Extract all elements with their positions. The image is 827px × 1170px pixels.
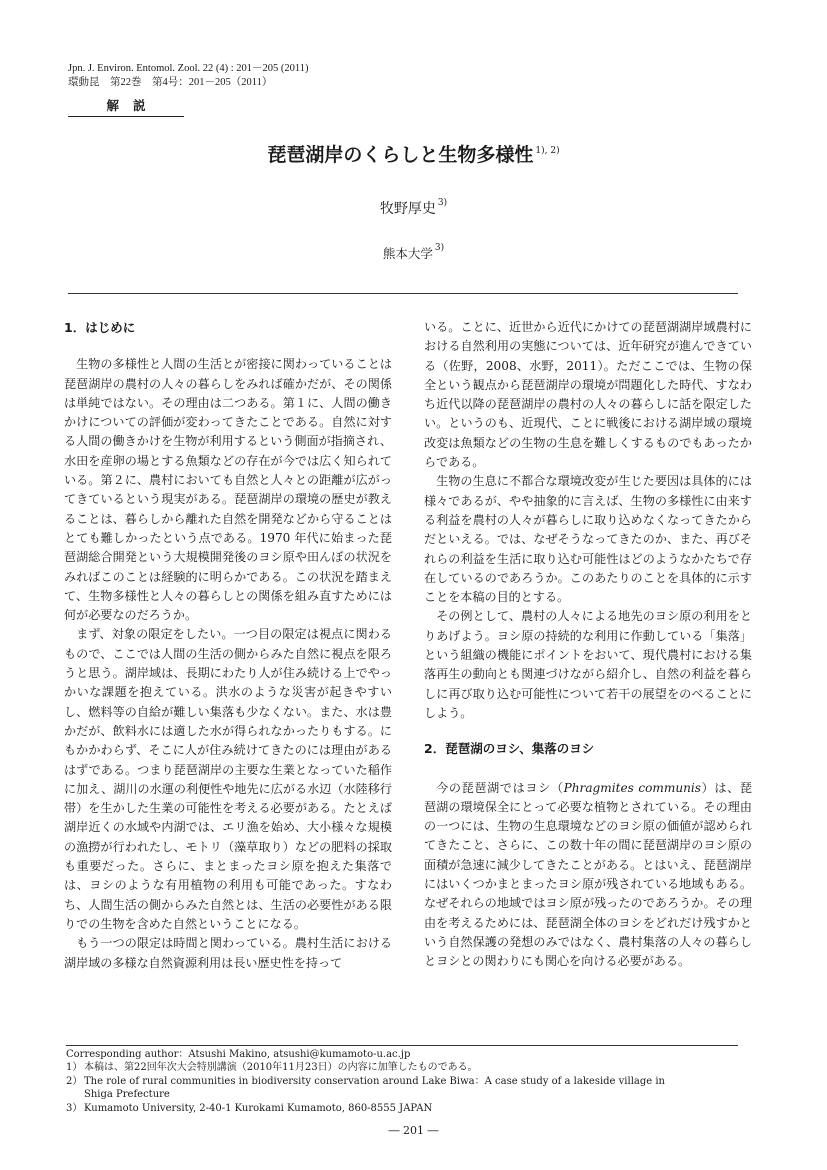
footnote-2: 2） The role of rural communities in biodiversity conservation around Lake Biwa：A case study of a lakeside village in — [66, 1075, 665, 1087]
paragraph: 今の琵琶湖ではヨシ（Phragmites communis）は、琵琶湖の環境保全にとって必要な植物とされている。その理由の一つには、生物の生息環境などのヨシ原の価値が認められてきたこと、さらに、この数十年の間に琵琶湖岸のヨシ原の面積が急速に減少してきたことがある。とはいえ、琵琶湖岸にはいくつかまとまったヨシ原が残されている地域もある。なぜそれらの地域ではヨシ原が残ったのであろうか。その理由を考えるためには、琵琶湖全体のヨシをどれだけ残すかという自然保護の発想のみではなく、農村集落の人々の暮らしとヨシとの関わりにも関心を向ける必要がある。 — [424, 780, 752, 969]
article-title: 琵琶湖岸のくらしと生物多様性 $^{1), 2)}$ — [267, 144, 560, 166]
footnote-1: 1） 本稿は、第22回年次大会特別講演（2010年11月23日）の内容に加筆したものである。 — [66, 1062, 478, 1074]
species-name: Phragmites communis — [563, 780, 701, 795]
footnote-3: 3） Kumamoto University, 2-40-1 Kurokami Kumamoto, 860-8555 JAPAN — [66, 1102, 433, 1114]
footnote-2-continued: Shiga Prefecture — [84, 1089, 170, 1101]
right-column — [424, 318, 752, 972]
left-column — [64, 318, 392, 973]
citation-ja: 環動昆 第22巻 第4号：201－205（2011） — [68, 77, 273, 88]
section-heading-reeds: 2．琵琶湖のヨシ、集落のヨシ — [424, 741, 595, 757]
title-divider — [68, 293, 738, 294]
paragraph-continued: いる。ことに、近世から近代にかけての琵琶湖湖岸域農村における自然利用の実態については、近年研究が進んできている（佐野，2008、水野，2011）。ただここでは、生物の保全という観点から琵琶湖岸の環境が問題化した時代、すなわち近代以降の琵琶湖岸の農村の人々の暮らしに話を限定したい。というのも、近現代、ことに戦後における湖岸域の環境改変は魚類などの生物の生息を難しくするものでもあったからである。 — [424, 320, 752, 470]
paragraph: 生物の生息に不都合な環境改変が生じた要因は具体的には様々であるが、やや抽象的に言えば、生物の多様性に由来する利益を農村の人々が暮らしに取り込めなくなってきたからだといえる。では、なぜそうなってきたのか、また、再びそれらの利益を生活に取り込む可能性はどのようなかたちで存在しているのであろうか。このあたりのことを具体的に示すことを本稿の目的とする。 — [424, 474, 752, 605]
paragraph: 生物の多様性と人間の生活とが密接に関わっていることは琵琶湖岸の農村の人々の暮らしをみれば確かだが、その関係は単純ではない。その理由は二つある。第１に、人間の働きかけについての評価が変わってきたことである。自然に対する人間の働きかけを生物が利用するという側面が指摘され、水田を産卵の場とする魚類などの存在が今では広く知られている。第２に、農村においても自然と人々との距離が広がってきているという現実がある。琵琶湖岸の環境の歴史が教えることは、暮らしから離れた自然を開発などから守ることはとても難しかったという点である。1970 年代に始まった琵琶湖総合開発という大規模開発後のヨシ原や田んぼの状況をみればこのことは経験的に明らかである。この状況を踏まえて、生物多様性と人々の暮らしとの関係を組み直すためには何が必要なのだろうか。 — [64, 357, 392, 623]
title-footnote-ref: 1), 2) — [535, 146, 560, 156]
paragraph: もう一つの限定は時間と関わっている。農村生活における湖岸域の多様な自然資源利用は長い歴史性を持って — [64, 936, 392, 970]
journal-header — [68, 62, 309, 90]
paragraph: その例として、農村の人々による地先のヨシ原の利用をとりあげよう。ヨシ原の持続的な利用に作動している「集落」という組織の機能にポイントをおいて、現代農村における集落再生の動向とも関連づけながら紹介し、自然の利益を暮らしに再び取り込む可能性について若干の展望をのべることにしよう。 — [424, 609, 752, 720]
section-heading-introduction: 1．はじめに — [64, 320, 136, 335]
paragraph: まず、対象の限定をしたい。一つ目の限定は視点に関わるもので、ここでは人間の生活の側からみた自然に視点を限ろうと思う。湖岸域は、長期にわたり人が住み続ける上でやっかいな課題を抱えている。洪水のような災害が起きやすいし、燃料等の自給が難しい集落も少なくない。また、水は豊かだが、飲料水には適した水が得られなかったりもする。にもかかわらず、そこに人が住み続けてきたのには理由があるはずである。つまり琵琶湖岸の主要な生業となっていた稲作に加え、湖川の水運の利便性や地先に広がる水辺（水陸移行帯）を生かした生業の可能性を考える必要がある。たとえば湖岸近くの水域や内湖では、エリ漁を始め、大小様々な規模の漁撈が行われたし、モトリ（藻草取り）などの肥料の採取も重要だった。さらに、まとまったヨシ原を抱えた集落では、ヨシのような有用植物の利用も可能であった。すなわち、人間生活の側からみた自然とは、生活の必要性がある限りでの生物を含めた自然ということになる。 — [64, 627, 392, 931]
author: 牧野厚史 $^{3)}$ — [379, 198, 448, 217]
page-number: ― 201 ― — [388, 1124, 439, 1137]
category-underline — [68, 116, 184, 117]
footnote-divider — [66, 1045, 738, 1046]
author-affiliation-ref: 3) — [437, 198, 448, 208]
citation-en: Jpn. J. Environ. Entomol. Zool. 22 (4) : 201－205 (2011) — [68, 63, 309, 74]
corresponding-author: Corresponding author：Atsushi Makino, atsushi@kumamoto-u.ac.jp — [66, 1049, 411, 1060]
footnotes — [66, 1048, 746, 1115]
affiliation: 熊本大学 $^{3)}$ — [382, 243, 445, 261]
affiliation-ref: 3) — [434, 243, 445, 253]
article-category: 解説 — [106, 98, 160, 113]
